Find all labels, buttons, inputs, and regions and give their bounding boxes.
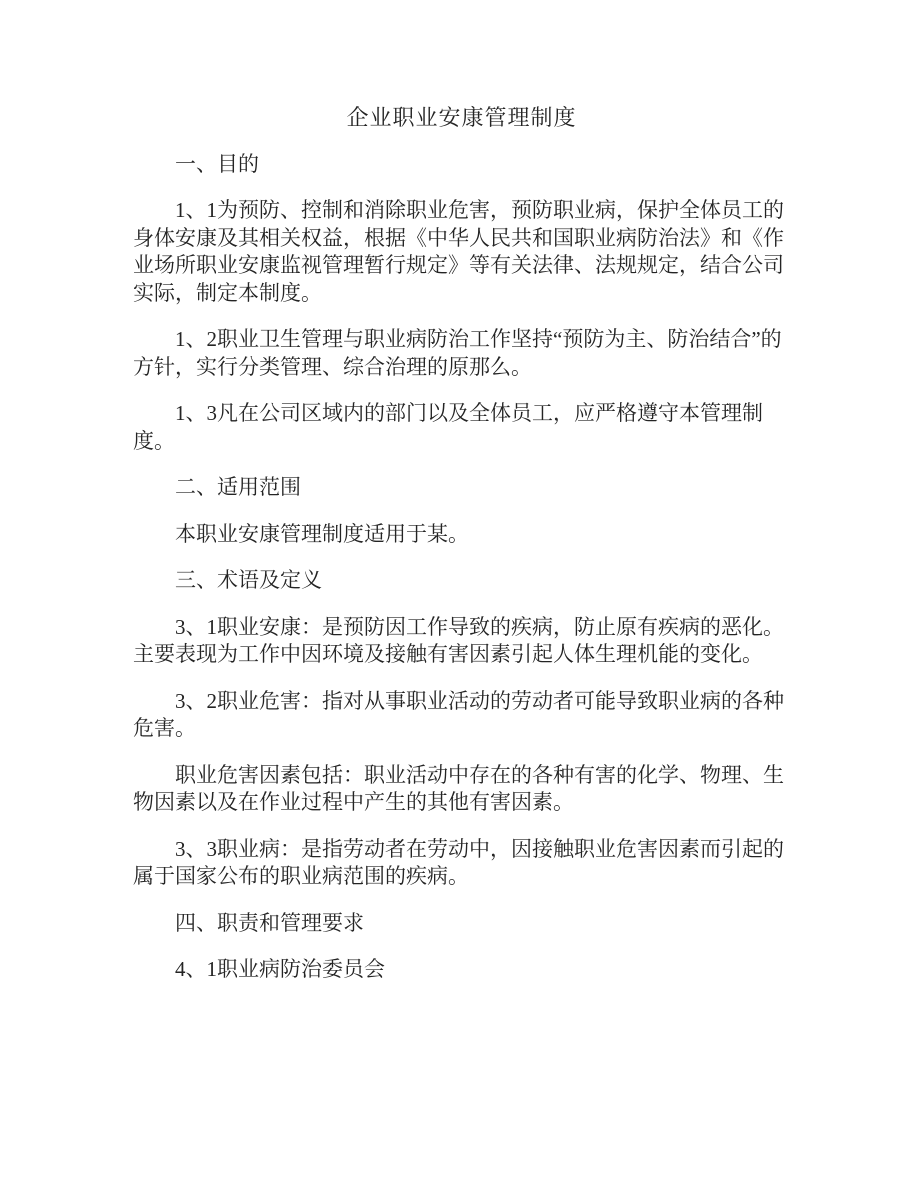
section-heading-terms: 三、术语及定义 xyxy=(175,568,322,592)
section-heading-purpose: 一、目的 xyxy=(175,151,259,176)
paragraph-3-1: 3、1职业安康：是预防因工作导致的疾病，防止原有疾病的恶化。主要表现为工作中因环境及接触有害因素引起人体生理机能的变化。 xyxy=(133,614,784,666)
paragraph-1-3: 1、3凡在公司区域内的部门以及全体员工，应严格遵守本管理制度。 xyxy=(133,401,763,453)
paragraph-1-1: 1、1为预防、控制和消除职业危害，预防职业病，保护全体员工的身体安康及其相关权益，根据《中华人民共和国职业病防治法》和《作业场所职业安康监视管理暂行规定》等有关法律、法规规定，结合公司实际，制定本制度。 xyxy=(133,198,784,305)
paragraph-1-2: 1、2职业卫生管理与职业病防治工作坚持“预防为主、防治结合”的方针，实行分类管理、综合治理的原那么。 xyxy=(133,327,782,379)
paragraph-hazard-factors: 职业危害因素包括：职业活动中存在的各种有害的化学、物理、生物因素以及在作业过程中产生的其他有害因素。 xyxy=(133,762,784,814)
section-heading-scope: 二、适用范围 xyxy=(175,475,301,499)
paragraph-3-3: 3、3职业病：是指劳动者在劳动中，因接触职业危害因素而引起的属于国家公布的职业病范围的疾病。 xyxy=(133,836,784,888)
paragraph-3-2: 3、2职业危害：指对从事职业活动的劳动者可能导致职业病的各种危害。 xyxy=(133,688,784,740)
section-heading-duties: 四、职责和管理要求 xyxy=(175,910,364,935)
paragraph-scope: 本职业安康管理制度适用于某。 xyxy=(175,521,469,546)
paragraph-4-1: 4、1职业病防治委员会 xyxy=(175,957,385,981)
document-title: 企业职业安康管理制度 xyxy=(346,105,577,130)
